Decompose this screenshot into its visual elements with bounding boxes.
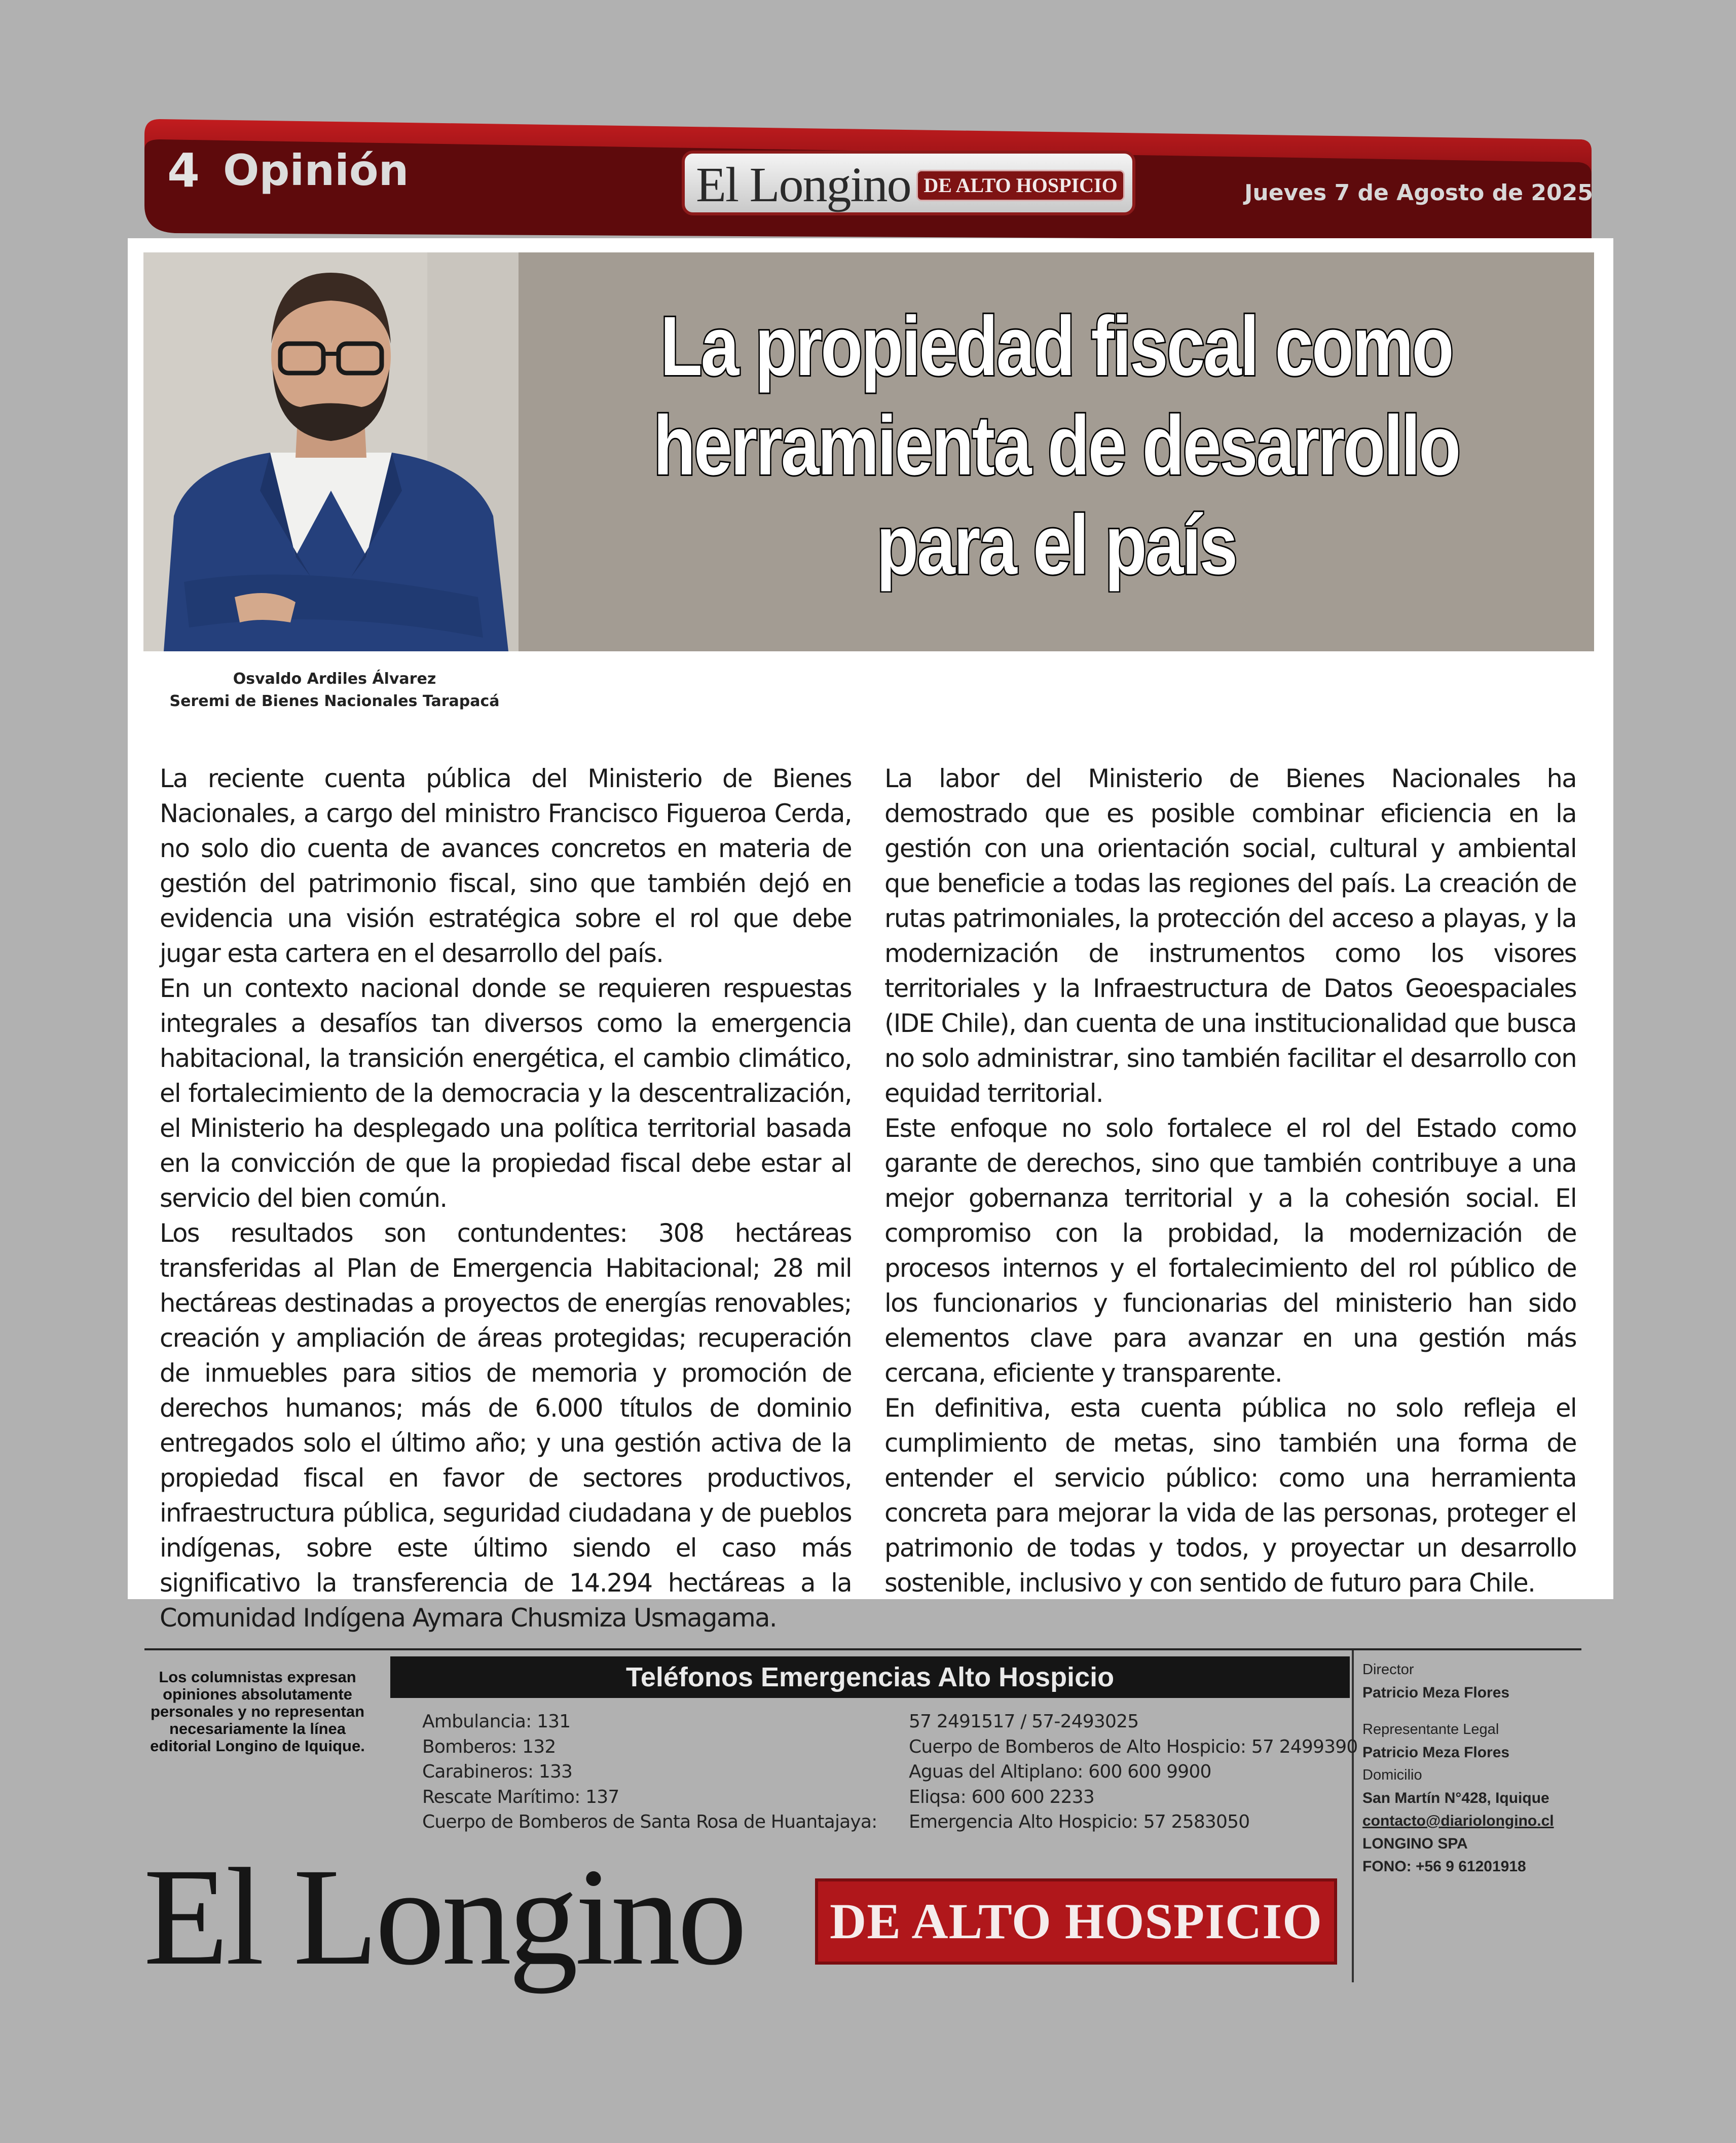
article-paragraph: En un contexto nacional donde se requieren respuestas integrales a desafíos tan diversos como la emergencia habitacional, la transición energética, el cambio climático, el fortalecimiento de la democracia y la descentralización, el Ministerio ha desplegado una política territorial basada en la convicción de que la propiedad fiscal debe estar al servicio del bien común. [160, 974, 852, 1213]
emergency-item: Cuerpo de Bomberos de Alto Hospicio: 57 2499390 [909, 1736, 1358, 1757]
emergency-item: Rescate Marítimo: 137 [422, 1786, 619, 1807]
columnist-disclaimer: Los columnistas expresan opiniones absolutamente personales y no representan necesariamente la línea editorial Longino de Iquique. [150, 1668, 365, 1755]
page-header [144, 119, 1592, 248]
address-label: Domicilio [1362, 1767, 1422, 1783]
footer-logo-title: El Longino [143, 1840, 745, 1994]
phone-number: FONO: +56 9 61201918 [1362, 1858, 1526, 1875]
emergency-item: Carabineros: 133 [422, 1761, 573, 1782]
section-title: Opinión [223, 145, 409, 195]
legal-rep-label: Representante Legal [1362, 1721, 1499, 1738]
article-column-left [160, 761, 852, 1636]
emergency-title: Teléfonos Emergencias Alto Hospicio [625, 1662, 1115, 1692]
director-label: Director [1362, 1661, 1414, 1678]
author-byline [152, 668, 517, 713]
legal-rep-name: Patricio Meza Flores [1362, 1744, 1510, 1761]
company-name: LONGINO SPA [1362, 1835, 1468, 1852]
author-role: Seremi de Bienes Nacionales Tarapacá [169, 692, 500, 710]
article-paragraph: Este enfoque no solo fortalece el rol del Estado como garante de derechos, sino que también contribuye a una mejor gobernanza territorial y a la cohesión social. El compromiso con la probidad, la modernización de procesos internos y el fortalecimiento del rol público de los funcionarios y funcionarias del ministerio han sido elementos clave para avanzar en una gestión más cercana, eficiente y transparente. [884, 1114, 1576, 1388]
headline-line: herramienta de desarrollo [653, 399, 1459, 493]
emergency-item: 57 2491517 / 57-2493025 [909, 1711, 1139, 1732]
emergency-item: Bomberos: 132 [422, 1736, 556, 1757]
emergency-item: Ambulancia: 131 [422, 1711, 571, 1732]
article-paragraph: La labor del Ministerio de Bienes Nacionales ha demostrado que es posible combinar eficiencia en la gestión con una orientación social, cultural y ambiental que beneficie a todas las regiones del país. La creación de rutas patrimoniales, la protección del acceso a playas, y la modernización de instrumentos como los visores territoriales y la Infraestructura de Datos Geoespaciales (IDE Chile), dan cuenta de una institucionalidad que busca no solo administrar, sino también facilitar el desarrollo con equidad territorial. [884, 764, 1576, 1108]
email-link[interactable]: contacto@diariolongino.cl [1362, 1813, 1554, 1829]
article-paragraph: Los resultados son contundentes: 308 hectáreas transferidas al Plan de Emergencia Habitacional; 28 mil hectáreas destinadas a proyectos de energías renovables; creación y ampliación de áreas protegidas; recuperación de inmuebles para sitios de memoria y promoción de derechos humanos; más de 6.000 títulos de dominio entregados solo el último año; y una gestión activa de la propiedad fiscal en favor de sectores productivos, infraestructura pública, seguridad ciudadana y de pueblos indígenas, sobre este último siendo el caso más significativo la transferencia de 14.294 hectáreas a la Comunidad Indígena Aymara Chusmiza Usmagama. [160, 1218, 852, 1633]
emergency-list-right [909, 1709, 1357, 1835]
emergency-list-left [422, 1709, 877, 1835]
emergency-header [390, 1656, 1350, 1698]
address-value: San Martín N°428, Iquique [1362, 1790, 1549, 1806]
footer-logo-badge: DE ALTO HOSPICIO [815, 1878, 1337, 1965]
director-name: Patricio Meza Flores [1362, 1684, 1510, 1701]
masthead-title: El Longino [696, 158, 911, 212]
emergency-item: Aguas del Altiplano: 600 600 9900 [909, 1761, 1211, 1782]
article-paragraph: En definitiva, esta cuenta pública no solo refleja el cumplimiento de metas, sino también una forma de entender el servicio público: como una herramienta concreta para mejorar la vida de las personas, proteger el patrimonio de todas y todos, y proyectar un desarrollo sostenible, inclusivo y con sentido de futuro para Chile. [884, 1393, 1576, 1598]
author-name: Osvaldo Ardiles Álvarez [233, 670, 436, 688]
article-column-right [884, 761, 1576, 1601]
article-headline [615, 297, 1497, 595]
issue-date: Jueves 7 de Agosto de 2025 [1244, 180, 1593, 206]
masthead-badge: DE ALTO HOSPICIO [916, 170, 1125, 201]
footer-divider [144, 1648, 1581, 1650]
article-paragraph: La reciente cuenta pública del Ministerio de Bienes Nacionales, a cargo del ministro Francisco Figueroa Cerda, no solo dio cuenta de avances concretos en materia de gestión del patrimonio fiscal, sino que también dejó en evidencia una visión estratégica sobre el rol que debe jugar esta cartera en el desarrollo del país. [160, 764, 852, 968]
masthead-logo [682, 151, 1135, 215]
headline-line: para el país [876, 498, 1236, 592]
emergency-item: Cuerpo de Bomberos de Santa Rosa de Huantajaya: [422, 1812, 877, 1832]
emergency-item: Eliqsa: 600 600 2233 [909, 1786, 1094, 1807]
author-photo [143, 252, 519, 651]
emergency-item: Emergencia Alto Hospicio: 57 2583050 [909, 1812, 1250, 1832]
headline-box [519, 252, 1594, 651]
page-number: 4 [167, 143, 201, 198]
staff-box [1362, 1658, 1554, 1878]
headline-line: La propiedad fiscal como [660, 300, 1453, 393]
